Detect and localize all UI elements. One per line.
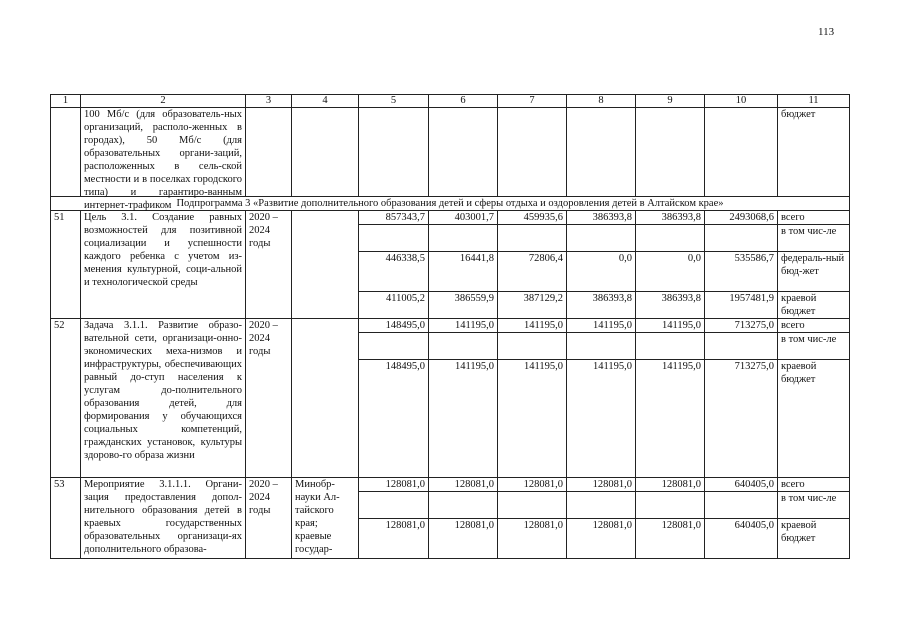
table-row [51,211,850,225]
value-cell: 16441,8 [429,252,498,292]
continuation-row [51,108,850,197]
value-cell: 386393,8 [636,292,705,319]
header-cell: 7 [498,95,567,108]
source-cell: федераль-ный бюд-жет [778,252,850,292]
source-cell: в том чис-ле [778,333,850,360]
row-number-cell: 52 [51,319,81,478]
value-cell [705,225,778,252]
header-row [51,95,850,108]
value-cell: 459935,6 [498,211,567,225]
value-cell: 2493068,6 [705,211,778,225]
value-cell [359,492,429,519]
value-cell [705,108,778,197]
value-cell: 386393,8 [567,292,636,319]
value-cell: 386393,8 [567,211,636,225]
page-number: 113 [818,26,835,38]
period-cell: 2020 – 2024 годы [246,478,292,559]
row-name-cell: Мероприятие 3.1.1.1. Органи-зация предоставления допол-нительного образования детей в краевых государственных образовательных организаци-ях дополнительного образова- [81,478,246,559]
value-cell: 141195,0 [636,319,705,333]
value-cell: 128081,0 [359,519,429,559]
value-cell: 386393,8 [636,211,705,225]
value-cell: 141195,0 [567,319,636,333]
value-cell [636,225,705,252]
value-cell [567,225,636,252]
value-cell: 148495,0 [359,360,429,478]
value-cell: 387129,2 [498,292,567,319]
header-cell: 2 [81,95,246,108]
value-cell: 141195,0 [429,360,498,478]
value-cell: 148495,0 [359,319,429,333]
value-cell: 535586,7 [705,252,778,292]
value-cell: 141195,0 [498,319,567,333]
value-cell: 128081,0 [636,478,705,492]
source-cell: в том чис-ле [778,492,850,519]
executor-cell [292,108,359,197]
value-cell: 128081,0 [636,519,705,559]
value-cell [705,333,778,360]
source-cell: всего [778,211,850,225]
header-cell: 1 [51,95,81,108]
value-cell: 403001,7 [429,211,498,225]
subprogram-title: Подпрограмма 3 «Развитие дополнительного образования детей и сферы отдыха и оздоровления детей в Алтайском крае» [51,197,850,211]
source-cell: бюджет [778,108,850,197]
header-cell: 9 [636,95,705,108]
period-cell: 2020 – 2024 годы [246,211,292,319]
value-cell [567,108,636,197]
source-cell: в том чис-ле [778,225,850,252]
value-cell: 640405,0 [705,478,778,492]
row-number-cell: 51 [51,211,81,319]
header-cell: 6 [429,95,498,108]
header-cell: 5 [359,95,429,108]
row-number-cell [51,108,81,197]
value-cell [498,225,567,252]
value-cell: 446338,5 [359,252,429,292]
value-cell [429,108,498,197]
header-cell: 4 [292,95,359,108]
value-cell: 141195,0 [429,319,498,333]
period-cell [246,108,292,197]
value-cell [429,492,498,519]
value-cell: 128081,0 [498,519,567,559]
value-cell: 128081,0 [429,478,498,492]
header-cell: 3 [246,95,292,108]
value-cell [567,492,636,519]
value-cell [636,333,705,360]
value-cell [429,225,498,252]
value-cell: 640405,0 [705,519,778,559]
source-cell: краевой бюджет [778,519,850,559]
source-cell: всего [778,478,850,492]
value-cell [636,492,705,519]
source-cell: краевой бюджет [778,360,850,478]
value-cell: 128081,0 [567,519,636,559]
value-cell [498,108,567,197]
value-cell [498,333,567,360]
value-cell: 713275,0 [705,360,778,478]
row-number-cell: 53 [51,478,81,559]
source-cell: краевой бюджет [778,292,850,319]
value-cell: 141195,0 [636,360,705,478]
row-name-cell: Задача 3.1.1. Развитие образо-вательной сети, организаци-онно-экономических меха-низмов и инфраструктуры, обеспечивающих равный до-ступ населения к услугам до-полнительного образования детей, для формирования у обучающихся социальных компетенций, гражданских установок, культуры здорово-го образа жизни [81,319,246,478]
value-cell [359,333,429,360]
value-cell: 0,0 [636,252,705,292]
value-cell: 128081,0 [498,478,567,492]
header-cell: 11 [778,95,850,108]
value-cell: 141195,0 [567,360,636,478]
header-cell: 10 [705,95,778,108]
value-cell: 0,0 [567,252,636,292]
program-table [50,94,850,559]
value-cell: 128081,0 [359,478,429,492]
value-cell [498,492,567,519]
value-cell [359,108,429,197]
value-cell: 141195,0 [498,360,567,478]
value-cell: 713275,0 [705,319,778,333]
value-cell: 386559,9 [429,292,498,319]
row-name-cell [81,108,246,211]
value-cell [567,333,636,360]
value-cell [429,333,498,360]
value-cell: 1957481,9 [705,292,778,319]
value-cell: 128081,0 [567,478,636,492]
source-cell: всего [778,319,850,333]
executor-cell [292,319,359,478]
row-name-text: 100 Мб/с (для образователь-ных организаций, располо-женных в городах), 50 Мб/с (для образовательных органи-заций, расположенных в сель-ской местности и в поселках городского типа) и гарантиро-ванным интернет-трафиком [84,109,242,211]
value-cell: 128081,0 [429,519,498,559]
row-name-cell: Цель 3.1. Создание равных возможностей для позитивной социализации и успешности каждого ребенка с учетом из-менения культурной, соци-альной и технологической среды [81,211,246,319]
executor-cell [292,211,359,319]
value-cell [359,225,429,252]
table-row [51,478,850,492]
value-cell: 411005,2 [359,292,429,319]
period-cell: 2020 – 2024 годы [246,319,292,478]
value-cell [636,108,705,197]
value-cell [705,492,778,519]
executor-cell: Минобр-науки Ал-тайского края; краевые государ- [292,478,359,559]
value-cell: 72806,4 [498,252,567,292]
value-cell: 857343,7 [359,211,429,225]
table-row [51,319,850,333]
header-cell: 8 [567,95,636,108]
